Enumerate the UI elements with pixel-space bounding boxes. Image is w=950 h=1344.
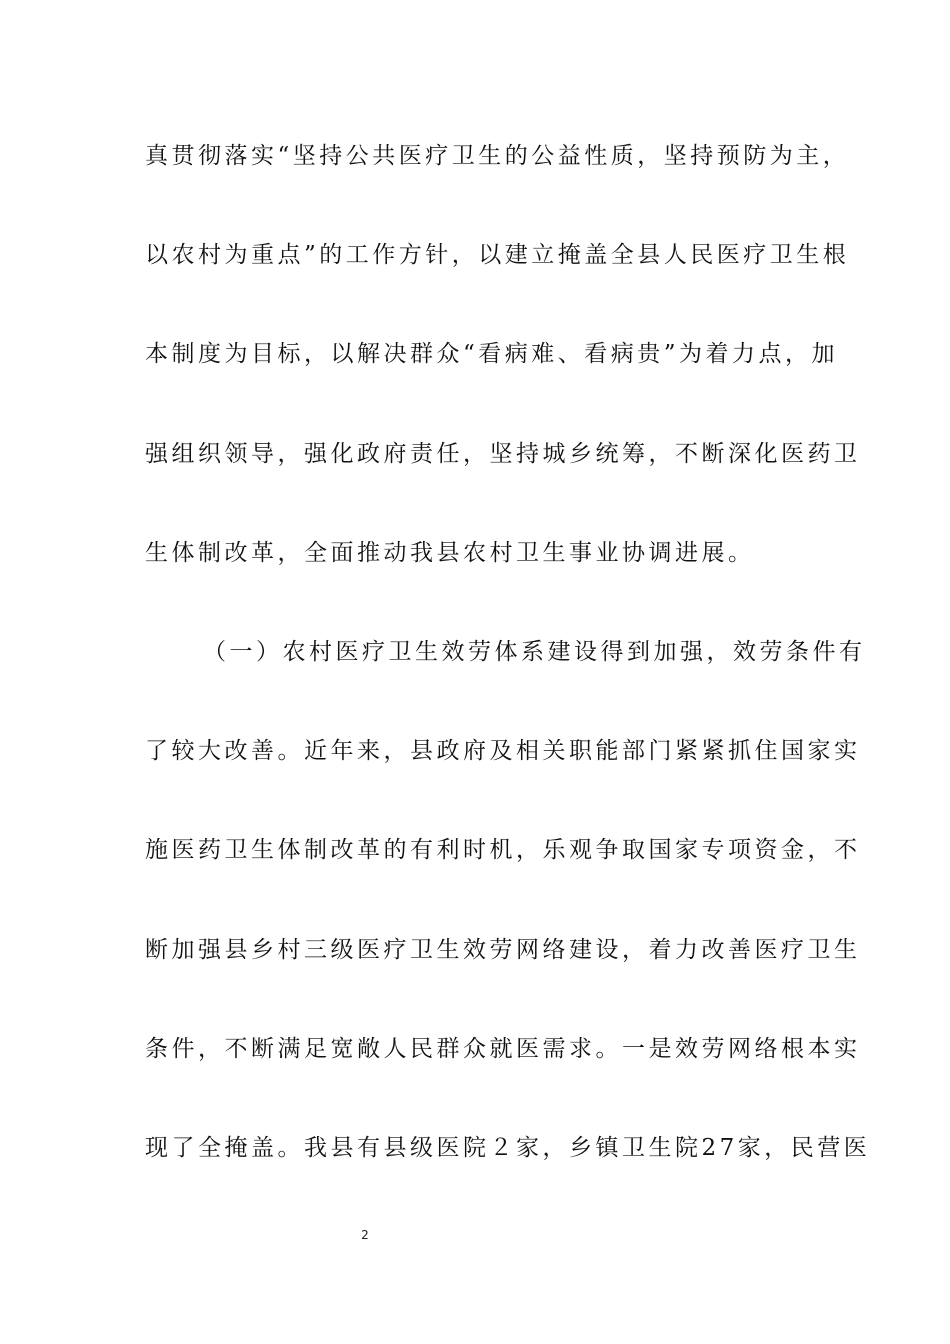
- text-line: 条件，不断满足宽敞人民群众就医需求。一是效劳网络根本实: [145, 1035, 861, 1062]
- text-line: 施医药卫生体制改革的有利时机，乐观争取国家专项资金，不: [145, 837, 861, 864]
- section-heading-line: （一）农村医疗卫生效劳体系建设得到加强，效劳条件有: [203, 638, 866, 665]
- text-line: 生体制改革，全面推动我县农村卫生事业协调进展。: [145, 539, 755, 566]
- text-line: 真贯彻落实“坚持公共医疗卫生的公益性质，坚持预防为主，: [145, 143, 850, 169]
- text-line: 强组织领导，强化政府责任，坚持城乡统筹，不断深化医药卫: [145, 440, 861, 467]
- text-line: 了较大改善。近年来，县政府及相关职能部门紧紧抓住国家实: [145, 738, 861, 765]
- text-line: 断加强县乡村三级医疗卫生效劳网络建设，着力改善医疗卫生: [145, 936, 861, 963]
- page-number: 2: [361, 1228, 369, 1242]
- body-text: [145, 131, 871, 1222]
- text-line: 本制度为目标，以解决群众“看病难、看病贵”为着力点，加: [145, 341, 839, 368]
- text-line: 以农村为重点”的工作方针，以建立掩盖全县人民医疗卫生根: [145, 242, 850, 269]
- text-line: 现了全掩盖。我县有县级医院２家，乡镇卫生院27家，民营医: [145, 1134, 871, 1161]
